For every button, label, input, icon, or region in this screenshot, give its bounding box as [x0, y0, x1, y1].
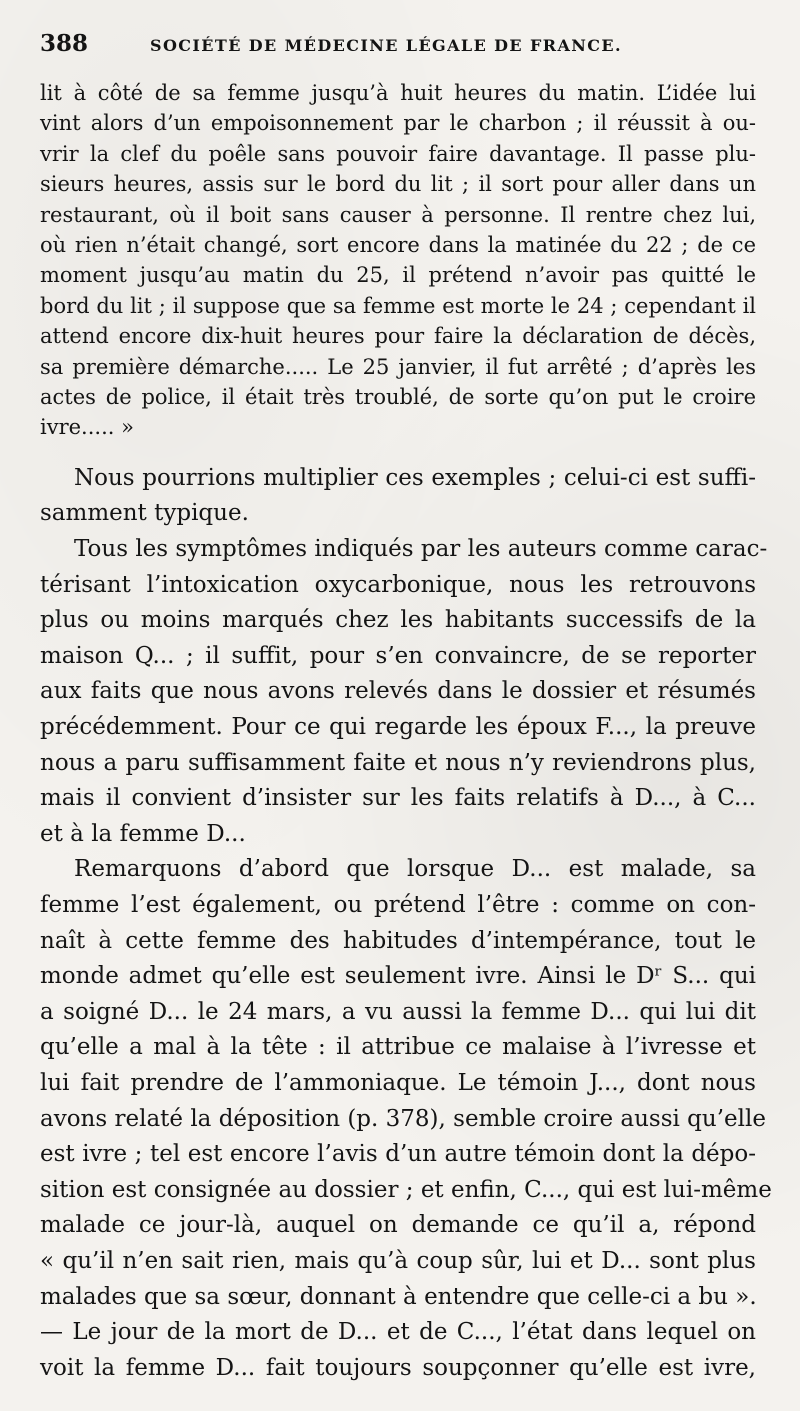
quote-line: attend encore dix-huit heures pour faire la déclaration de décès,: [40, 324, 756, 349]
text-line: monde admet qu’elle est seulement ivre. Ainsi le Dʳ S... qui: [40, 963, 756, 990]
text-line: femme l’est également, ou prétend l’être : comme on con-: [40, 892, 756, 918]
text-line: qu’elle a mal à la tête : il attribue ce malaise à l’ivresse et: [40, 1034, 756, 1061]
paragraph-remarks: [40, 852, 772, 1386]
body-text: [40, 461, 772, 1386]
quote-line: vrir la clef du poêle sans pouvoir faire davantage. Il passe plu-: [40, 141, 756, 166]
text-line: a soigné D... le 24 mars, a vu aussi la femme D... qui lui dit: [40, 998, 756, 1025]
text-line: térisant l’intoxication oxycarbonique, nous les retrouvons: [40, 571, 756, 598]
text-line: est ivre ; tel est encore l’avis d’un autre témoin dont la dépo-: [40, 1141, 756, 1168]
quote-line: bord du lit ; il suppose que sa femme est morte le 24 ; cependant il: [40, 293, 756, 318]
quote-line: actes de police, il était très troublé, de sorte qu’on put le croire: [40, 385, 756, 410]
quote-line: où rien n’était changé, sort encore dans la matinée du 22 ; de ce: [40, 233, 756, 258]
text-line: malade ce jour-là, auquel on demande ce qu’il a, répond: [40, 1212, 756, 1239]
quote-line: vint alors d’un empoisonnement par le charbon ; il réussit à ou-: [40, 111, 756, 136]
text-line: voit la femme D... fait toujours soupçonner qu’elle est ivre,: [40, 1354, 756, 1381]
paragraph-examples: [40, 461, 756, 532]
paragraph-symptoms: [40, 532, 768, 852]
text-line: aux faits que nous avons relevés dans le dossier et résumés: [40, 678, 756, 705]
journal-title: SOCIÉTÉ DE MÉDECINE LÉGALE DE FRANCE.: [150, 36, 622, 55]
text-line: « qu’il n’en sait rien, mais qu’à coup sûr, lui et D... sont plus: [40, 1247, 756, 1274]
quoted-testimony: [40, 78, 756, 443]
text-line: samment typique.: [40, 500, 249, 527]
text-line: Tous les symptômes indiqués par les auteurs comme carac-: [74, 536, 768, 563]
text-line: mais il convient d’insister sur les faits relatifs à D..., à C...: [40, 785, 756, 812]
quote-line: sa première démarche..... Le 25 janvier, il fut arrêté ; d’après les: [40, 354, 756, 379]
text-line: lui fait prendre de l’ammoniaque. Le témoin J..., dont nous: [40, 1069, 756, 1096]
text-line: et à la femme D...: [40, 820, 246, 847]
quote-line: restaurant, où il boit sans causer à personne. Il rentre chez lui,: [40, 202, 756, 227]
quote-line: lit à côté de sa femme jusqu’à huit heures du matin. L’idée lui: [40, 81, 756, 105]
text-line: nous a paru suffisamment faite et nous n’y reviendrons plus,: [40, 749, 756, 776]
text-line: naît à cette femme des habitudes d’intempérance, tout le: [40, 927, 756, 954]
quote-line: sieurs heures, assis sur le bord du lit ; il sort pour aller dans un: [40, 172, 756, 197]
text-line: plus ou moins marqués chez les habitants successifs de la: [40, 607, 756, 634]
text-line: sition est consignée au dossier ; et enfin, C..., qui est lui-même: [40, 1176, 772, 1203]
quote-line: moment jusqu’au matin du 25, il prétend n’avoir pas quitté le: [40, 263, 756, 288]
quote-line: ivre..... »: [40, 415, 134, 440]
text-line: maison Q... ; il suffit, pour s’en convaincre, de se reporter: [40, 642, 756, 669]
page-number: 388: [40, 30, 89, 57]
text-line: Remarquons d’abord que lorsque D... est malade, sa: [74, 856, 756, 883]
text-line: précédemment. Pour ce qui regarde les époux F..., la preuve: [40, 714, 756, 741]
text-line: — Le jour de la mort de D... et de C..., l’état dans lequel on: [40, 1319, 756, 1346]
text-line: avons relaté la déposition (p. 378), semble croire aussi qu’elle: [40, 1105, 766, 1132]
text-line: Nous pourrions multiplier ces exemples ; celui-ci est suffi-: [74, 464, 756, 491]
running-head: [40, 30, 756, 68]
text-line: malades que sa sœur, donnant à entendre que celle-ci a bu ».: [40, 1283, 757, 1310]
